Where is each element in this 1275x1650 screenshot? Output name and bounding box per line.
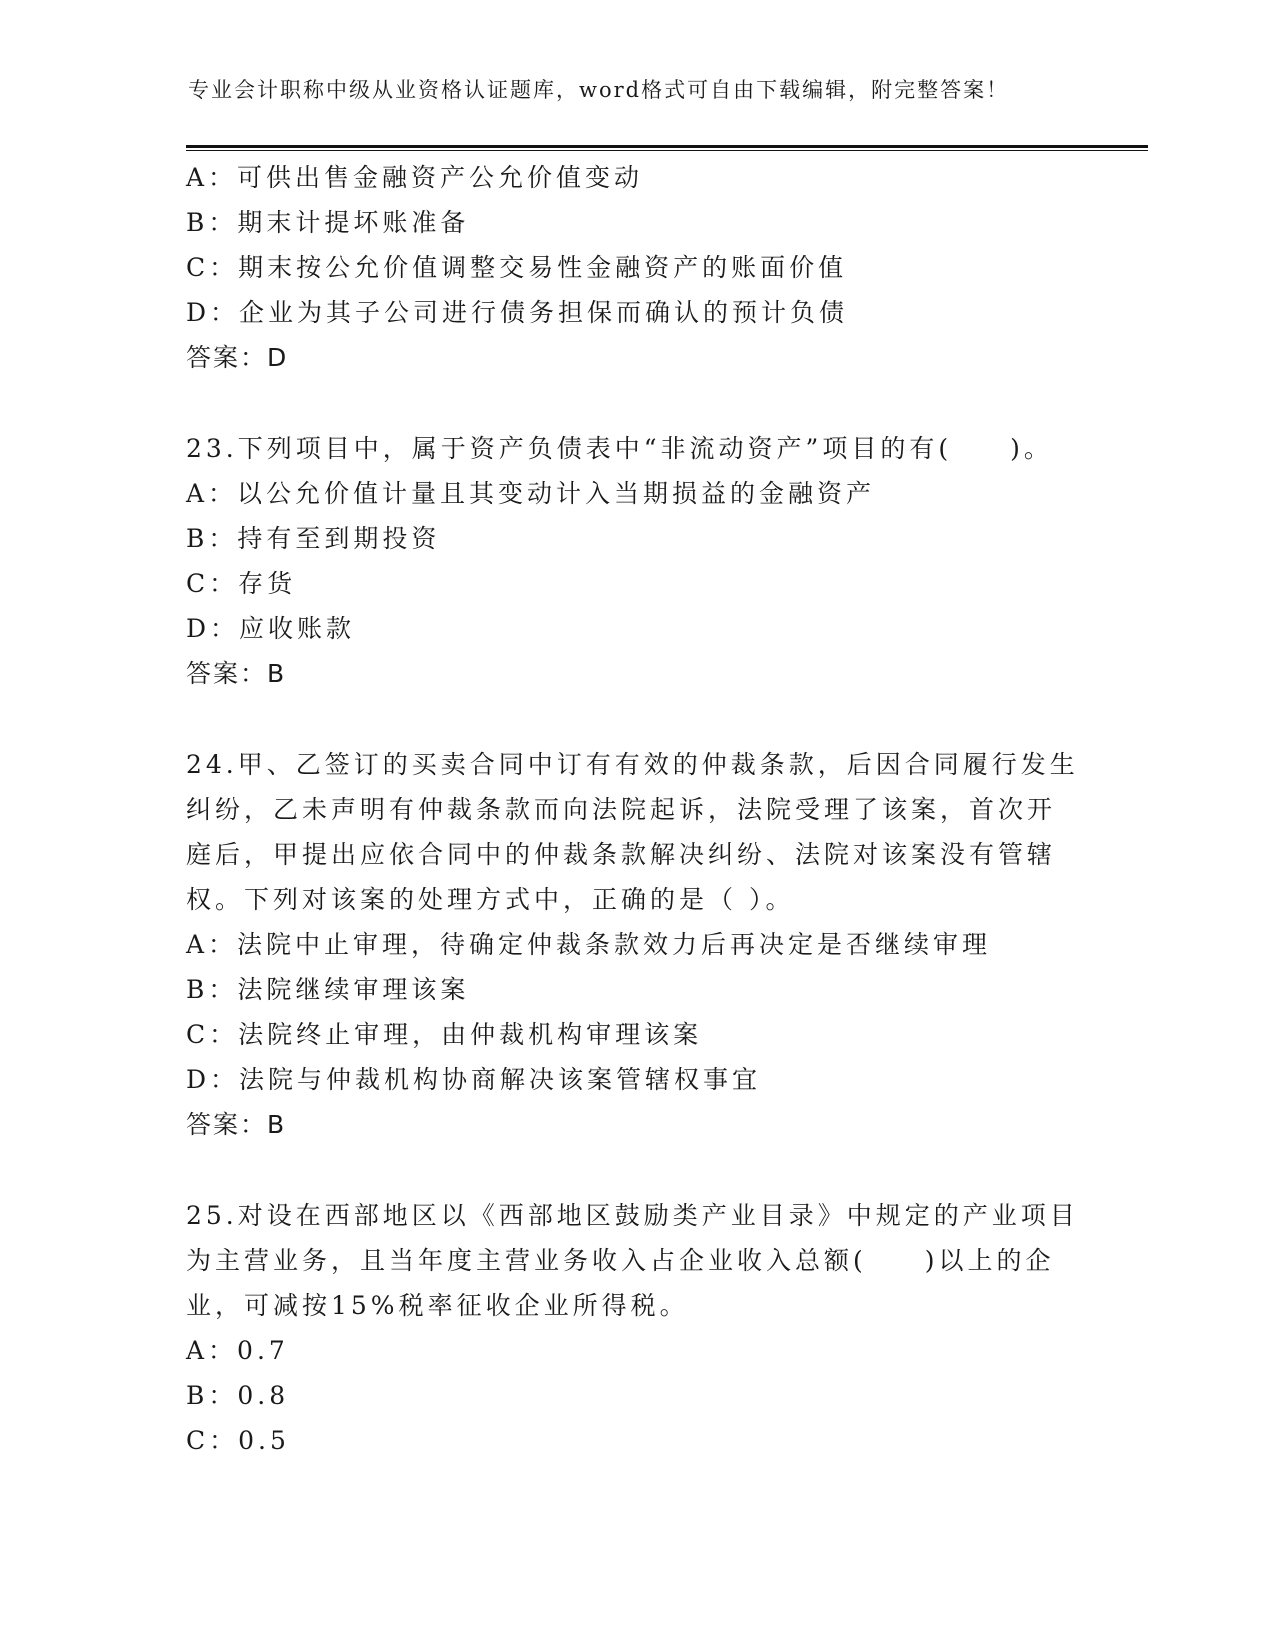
option-a: A：法院中止审理，待确定仲裁条款效力后再决定是否继续审理 bbox=[186, 930, 992, 959]
option-b: B：期末计提坏账准备 bbox=[186, 208, 470, 237]
option-a: A：以公允价值计量且其变动计入当期损益的金融资产 bbox=[186, 479, 876, 508]
option-c: C：存货 bbox=[186, 569, 297, 598]
option-b: B：0.8 bbox=[186, 1381, 290, 1410]
option-c: C：0.5 bbox=[186, 1426, 290, 1455]
option-d: D：应收账款 bbox=[186, 614, 356, 643]
header-divider-thin bbox=[186, 150, 1148, 151]
question-stem-line: 业，可减按15%税率征收企业所得税。 bbox=[186, 1291, 689, 1320]
option-d: D：企业为其子公司进行债务担保而确认的预计负债 bbox=[186, 298, 849, 327]
option-d: D：法院与仲裁机构协商解决该案管辖权事宜 bbox=[186, 1065, 762, 1094]
option-b: B：法院继续审理该案 bbox=[186, 975, 470, 1004]
question-stem: 23.下列项目中，属于资产负债表中“非流动资产”项目的有( )。 bbox=[186, 434, 1053, 463]
question-stem-line: 权。下列对该案的处理方式中，正确的是（ ）。 bbox=[186, 885, 795, 914]
question-stem-line: 为主营业务，且当年度主营业务收入占企业收入总额( )以上的企 bbox=[186, 1246, 1055, 1275]
option-c: C：法院终止审理，由仲裁机构审理该案 bbox=[186, 1020, 703, 1049]
option-a: A：可供出售金融资产公允价值变动 bbox=[186, 163, 644, 192]
answer: 答案：B bbox=[186, 659, 287, 688]
question-content bbox=[186, 155, 1086, 1463]
page-header: 专业会计职称中级从业资格认证题库，word格式可自由下载编辑，附完整答案！ bbox=[188, 78, 1010, 102]
question-23 bbox=[186, 426, 1086, 696]
option-b: B：持有至到期投资 bbox=[186, 524, 441, 553]
header-divider bbox=[186, 145, 1148, 148]
question-24 bbox=[186, 742, 1086, 1147]
option-a: A：0.7 bbox=[186, 1336, 289, 1365]
question-stem-line: 纠纷，乙未声明有仲裁条款而向法院起诉，法院受理了该案，首次开 bbox=[186, 795, 1057, 824]
question-25 bbox=[186, 1193, 1086, 1463]
question-22 bbox=[186, 155, 1086, 380]
option-c: C：期末按公允价值调整交易性金融资产的账面价值 bbox=[186, 253, 848, 282]
question-stem-line: 庭后，甲提出应依合同中的仲裁条款解决纠纷、法院对该案没有管辖 bbox=[186, 840, 1057, 869]
question-stem-line: 24.甲、乙签订的买卖合同中订有有效的仲裁条款，后因合同履行发生 bbox=[186, 750, 1079, 779]
question-stem-line: 25.对设在西部地区以《西部地区鼓励类产业目录》中规定的产业项目 bbox=[186, 1201, 1079, 1230]
answer: 答案：B bbox=[186, 1110, 287, 1139]
answer: 答案：D bbox=[186, 343, 289, 372]
